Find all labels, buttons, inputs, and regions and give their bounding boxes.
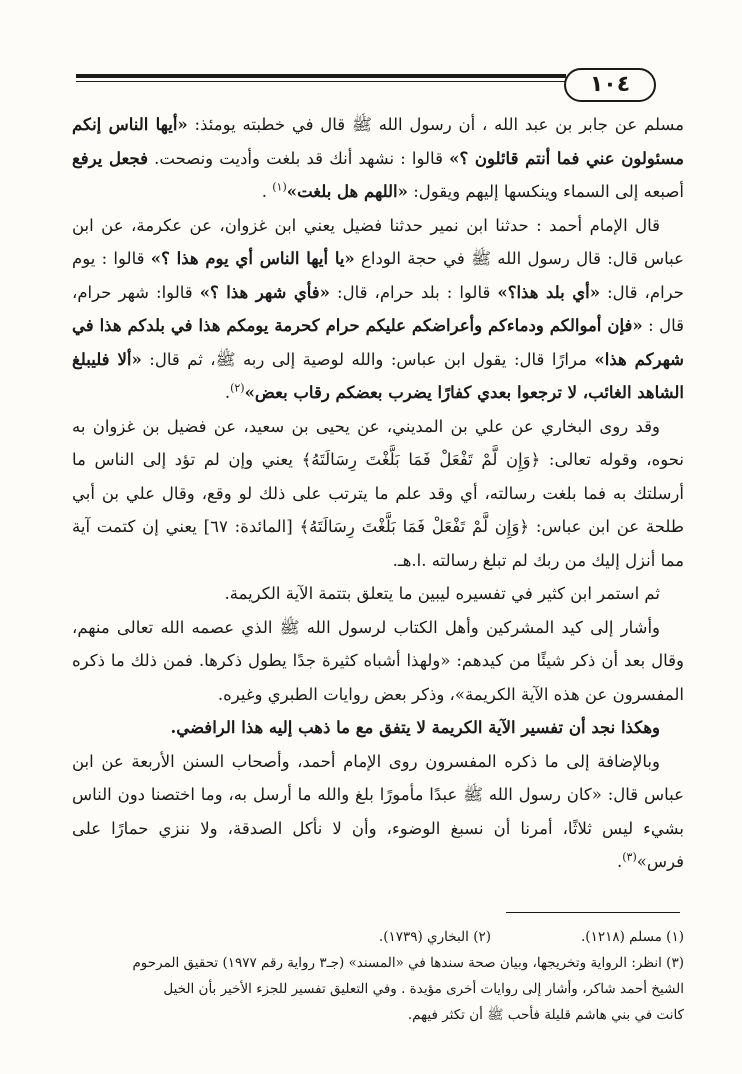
text-run: ، وذكر بعض روايات الطبري وغيره. [217, 684, 455, 704]
quote-run: «ولهذا أشباه كثيرة جدًا يطول ذكرها. فمن ذلك ما ذكره المفسرون عن هذه الآية الكريمة» [72, 651, 684, 704]
paragraph-5 [72, 611, 684, 712]
bold-run: فجعل يرفع [72, 148, 149, 168]
text-run: قالوا: شهر حرام، قال : [72, 282, 684, 335]
text-run: يعني إن كتمت آية مما أنزل إليك من ربك لم تبلغ رسالته .ا.هـ. [72, 517, 684, 570]
text-run: مسلم عن جابر بن عبد الله ، أن رسول الله ﷺ قال في خطبته يومئذ: [187, 115, 685, 134]
footnote-3-end: كانت في بني هاشم قليلة فأحب ﷺ أن تكثر فيهم. [407, 1007, 684, 1023]
main-text [72, 108, 684, 898]
text-run: ثم استمر ابن كثير في تفسيره ليبين ما يتعلق بتتمة الآية الكريمة. [224, 584, 660, 603]
quote-run: «كان رسول الله ﷺ عبدًا مأمورًا بلغ والله ما أرسل به، وما اختصنا دون الناس بشيء ليس ثلاثًا، أمرنا أن نسبغ الوضوء، وأن لا نأكل الصدقة، ولا ننزي حمارًا على فرس» [72, 785, 684, 871]
quote-run: «يا أيها الناس أي يوم هذا ؟» [150, 249, 355, 268]
page-number: ١٠٤ [564, 68, 656, 102]
footnote-3: (٣) انظر: الرواية وتخريجها، وبيان صحة سندها في «المسند» (جـ٣ رواية رقم ١٩٧٧) تحقيق المرحوم [132, 955, 684, 971]
bold-statement: وهكذا نجد أن تفسير الآية الكريمة لا يتفق مع ما ذهب إليه هذا الرافضي. [170, 718, 660, 737]
text-run: أصبعه إلى السماء وينكسها إليهم ويقول: [407, 182, 684, 201]
paragraph-1 [72, 108, 684, 209]
quote-run: «أيها الناس إنكم مسئولون عني فما أنتم قائلون ؟» [72, 115, 684, 168]
text-run: . [617, 852, 623, 871]
quran-verse: ﴿وَإِن لَّمْ تَفْعَلْ فَمَا بَلَّغْتَ رِسَالَتَهُ﴾ [301, 450, 541, 469]
quote-run: «فأي شهر هذا ؟» [199, 282, 330, 302]
paragraph-3 [72, 410, 684, 578]
footnote-ref-3[interactable]: (٣) [622, 850, 637, 864]
paragraph-2 [72, 209, 684, 410]
footnotes [60, 924, 684, 1064]
footnote-1: (١) مسلم (١٢١٨). [581, 929, 684, 945]
footnote-2: (٢) البخاري (١٧٣٩). [378, 929, 492, 945]
footnote-ref-1[interactable]: (١) [272, 180, 287, 194]
paragraph-7 [72, 745, 684, 879]
text-run: . [261, 182, 273, 201]
text-run: قال الإمام أحمد : حدثنا ابن نمير حدثنا فضيل يعني ابن غزوان، عن عكرمة، عن ابن عباس قال: قال رسول الله ﷺ في حجة الوداع [72, 215, 684, 268]
header-rule-thick [76, 74, 566, 78]
page-header [76, 68, 676, 108]
text-run: . [224, 383, 231, 402]
text-run: قالوا : يوم حرام، قال: [72, 249, 684, 302]
quote-run: «ألا فليبلغ الشاهد الغائب، لا ترجعوا بعدي كفارًا يضرب بعضكم رقاب بعض» [72, 349, 684, 402]
footnote-row-1-2 [60, 924, 684, 950]
footnote-3-cont: الشيخ أحمد شاكر، وأشار إلى روايات أخرى مؤيدة . وفي التعليق تفسير للجزء الأخير بأن الخيل [163, 981, 684, 997]
text-run: قالوا : نشهد أنك قد بلغت وأديت ونصحت. [148, 148, 450, 168]
text-run: وأشار إلى كيد المشركين وأهل الكتاب لرسول الله ﷺ الذي عصمه الله تعالى منهم، وقال بعد أن ذكر شيئًا من كيدهم: [72, 617, 684, 670]
text-run: مرارًا قال: يقول ابن عباس: والله لوصية إلى ربه ﷺ، ثم قال: [141, 349, 595, 369]
verse-reference: [المائدة: ٦٧] [196, 517, 300, 536]
text-run: يعني وإن لم تؤد إلى الناس ما أرسلتك به فما بلغت رسالته، أي وقد علم ما يترتب على ذلك لو وقع، وقال علي بن أبي طلحة عن ابن عباس: [72, 450, 684, 536]
footnote-ref-2[interactable]: (٢) [230, 381, 245, 395]
quote-run: «أي بلد هذا؟» [497, 282, 601, 302]
text-run: وبالإضافة إلى ما ذكره المفسرون روى الإمام أحمد، وأصحاب السنن الأربعة عن ابن عباس قال: [72, 751, 684, 804]
text-run: قالوا : بلد حرام، قال: [329, 282, 498, 302]
quote-run: «اللهم هل بلغت» [286, 182, 408, 201]
quote-run: «فإن أموالكم ودماءكم وأعراضكم عليكم حرام كحرمة يومكم هذا في بلدكم هذا في شهركم هذا» [72, 316, 685, 369]
footnote-separator [506, 912, 680, 913]
header-rule-thin [76, 81, 566, 82]
paragraph-6 [72, 711, 684, 745]
paragraph-4 [72, 577, 684, 611]
quran-verse: ﴿وَإِن لَّمْ تَفْعَلْ فَمَا بَلَّغْتَ رِسَالَتَهُ﴾ [299, 517, 530, 536]
text-run: وقد روى البخاري عن علي بن المديني، عن يحيى بن سعيد، عن فضيل بن غزوان به نحوه، وقوله تعالى: [72, 416, 684, 469]
